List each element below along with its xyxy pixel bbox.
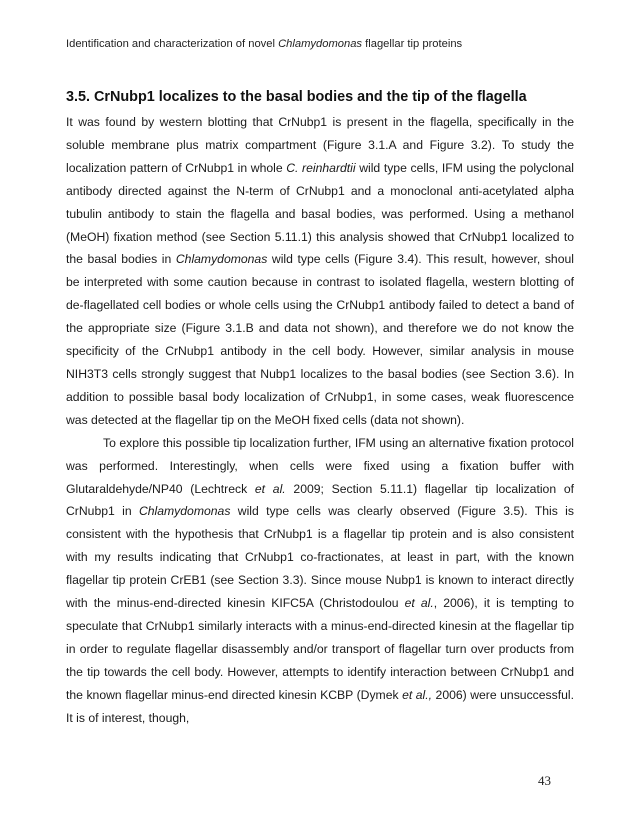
p1-text-3: wild type cells (Figure 3.4). This result, however, shoul be interpreted with some caution because in contrast to isolated flagella, western blotting of de-flagellated cell bodies or whole cells using the CrNubp1 antibody failed to detect a band of the appropriate size (Figure 3.1.B and data not shown), and therefore we do not know the specificity of the CrNubp1 antibody in the cell body. However, similar analysis in mouse NIH3T3 cells strongly suggest that Nubp1 localizes to the basal bodies (see Section 3.6). In addition to possible basal body localization of CrNubp1, in some cases, weak fluorescence was detected at the flagellar tip on the MeOH fixed cells (data not shown). — [66, 252, 574, 427]
p2-text-5: 2006) were unsuccessful. It is of interest, though, — [66, 687, 574, 725]
page-number: 43 — [538, 773, 551, 788]
p2-italic-2: Chlamydomonas — [138, 504, 231, 519]
header-text-suffix: flagellar tip proteins — [362, 38, 463, 50]
paragraph-1 — [66, 111, 574, 432]
body-text — [66, 111, 574, 729]
p2-italic-4: et al., — [402, 687, 433, 702]
section-heading: 3.5. CrNubp1 localizes to the basal bodies and the tip of the flagella — [66, 89, 527, 105]
p1-text-2: wild type cells, IFM using the polyclonal antibody directed against the N-term of CrNubp1 and a monoclonal anti-acetylated alpha tubulin antibody to stain the flagella and basal bodies, was performed. Using a methanol (MeOH) fixation method (see Section 5.11.1) this analysis showed that CrNubp1 localized to the basal bodies in — [66, 160, 574, 267]
p2-text-3: wild type cells was clearly observed (Figure 3.5). This is consistent with the hypothesis that CrNubp1 is a flagellar tip protein and is also consistent with my results indicating that CrNubp1 co-fractionates, at least in part, with the known flagellar tip protein CrEB1 (see Section 3.3). Since mouse Nubp1 is known to interact directly with the minus-end-directed kinesin KIFC5A (Christodoulou — [66, 504, 574, 611]
p2-text-2: 2009; Section 5.11.1) flagellar tip localization of CrNubp1 in — [66, 481, 575, 519]
header-text: Identification and characterization of novel — [66, 38, 279, 50]
p1-italic-2: Chlamydomonas — [175, 252, 268, 267]
header-italic-text: Chlamydomonas — [278, 38, 363, 50]
p1-text-1: It was found by western blotting that CrNubp1 is present in the flagella, specifically in the soluble membrane plus matrix compartment (Figure 3.1.A and Figure 3.2). To study the localization pattern of CrNubp1 in whole — [66, 115, 574, 175]
p2-text-4: , 2006), it is tempting to speculate that CrNubp1 similarly interacts with a minus-end-directed kinesin at the flagellar tip in order to regulate flagellar disassembly and/or transport of flagellar turn over products from the tip towards the cell body. However, attempts to identify interaction between CrNubp1 and the known flagellar minus-end directed kinesin KCBP (Dymek — [66, 596, 574, 702]
p2-text-1: To explore this possible tip localization further, IFM using an alternative fixation protocol was performed. Interestingly, when cells were fixed using a fixation buffer with Glutaraldehyde/NP40 (Lechtreck — [66, 435, 574, 496]
running-header — [66, 38, 586, 50]
paragraph-2 — [66, 432, 574, 730]
p2-italic-3: et al. — [404, 596, 434, 611]
p1-italic-1: C. reinhardtii — [286, 160, 356, 175]
p2-italic-1: et al. — [254, 481, 286, 496]
